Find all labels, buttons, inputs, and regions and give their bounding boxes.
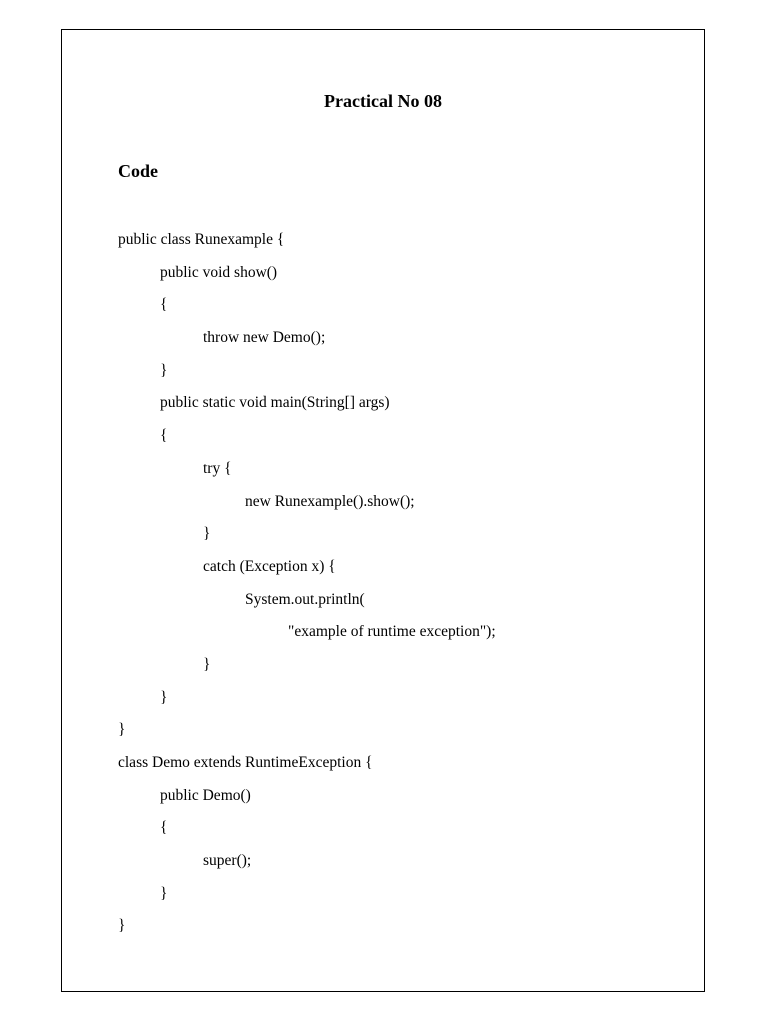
code-line: }	[118, 917, 126, 935]
code-line: {	[160, 296, 168, 314]
code-line: System.out.println(	[245, 590, 365, 608]
code-line: public Demo()	[160, 786, 251, 804]
page-title: Practical No 08	[324, 91, 442, 111]
code-line: {	[160, 819, 168, 837]
code-line: public class Runexample {	[118, 231, 285, 248]
code-line: new Runexample().show();	[245, 492, 415, 510]
code-line: }	[160, 688, 168, 706]
code-line: }	[118, 721, 126, 739]
code-line: catch (Exception x) {	[203, 557, 336, 575]
code-line: public static void main(String[] args)	[160, 394, 390, 412]
code-line: public void show()	[160, 263, 278, 281]
code-line: }	[160, 361, 168, 379]
code-line: class Demo extends RuntimeException {	[118, 754, 373, 771]
code-line: }	[160, 884, 168, 902]
code-line: {	[160, 427, 168, 445]
code-line: }	[203, 655, 211, 673]
code-block	[118, 229, 496, 948]
code-line: try {	[203, 459, 232, 477]
code-line: }	[203, 525, 211, 543]
code-line: super();	[203, 852, 252, 870]
section-heading: Code	[118, 161, 158, 181]
code-line: throw new Demo();	[203, 329, 326, 347]
document-page	[61, 29, 705, 992]
code-line: "example of runtime exception");	[288, 623, 496, 641]
